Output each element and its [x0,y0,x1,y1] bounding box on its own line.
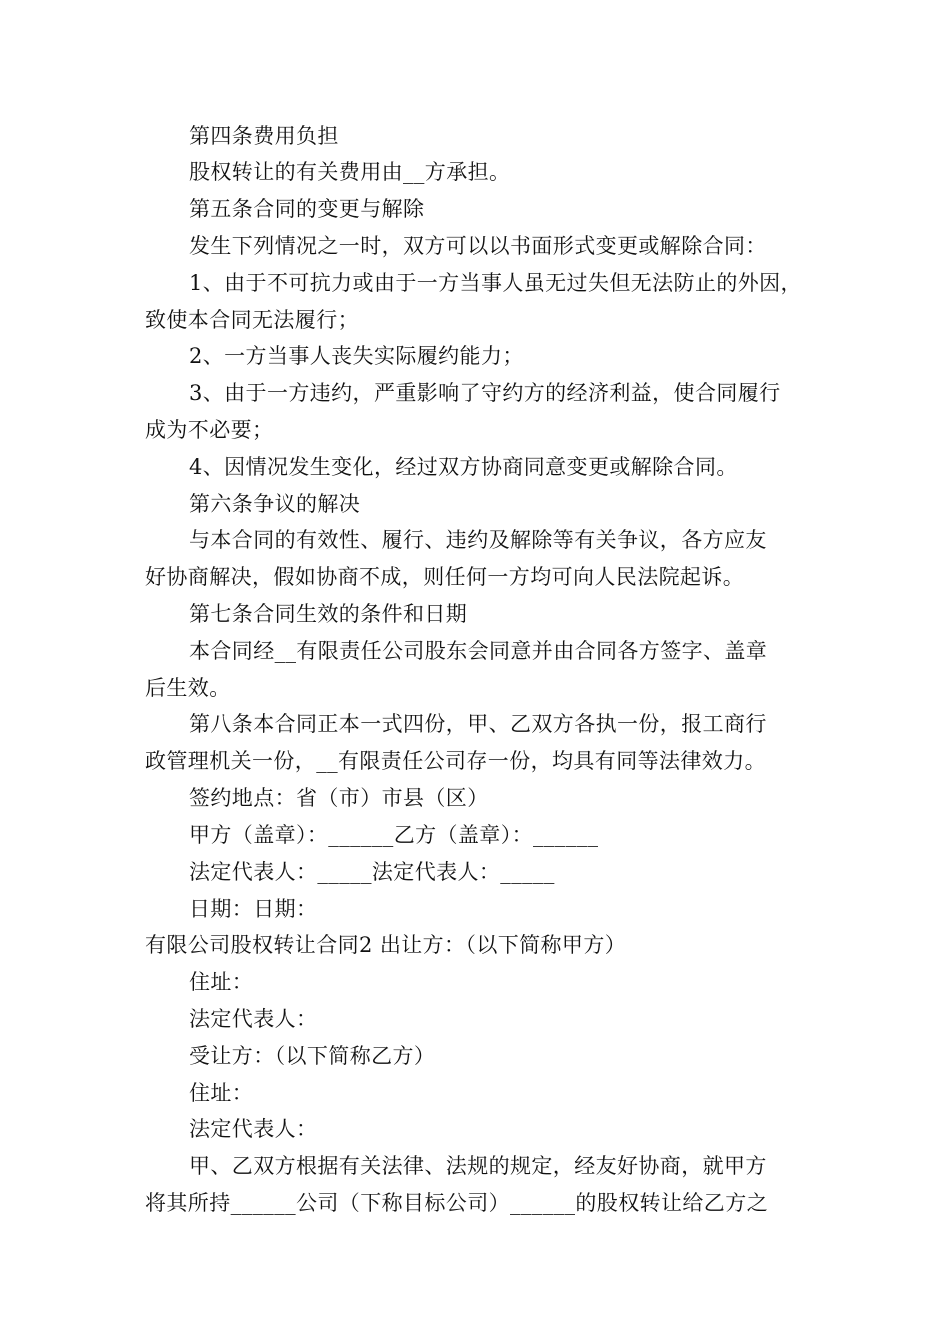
party-b-legal-rep: 法定代表人： [189,1117,318,1141]
article-5-heading: 第五条合同的变更与解除 [189,197,425,221]
party-b-address: 住址： [189,1081,254,1105]
list-item-4: 4、因情况发生变化，经过双方协商同意变更或解除合同。 [189,455,738,479]
list-item-3: 3、由于一方违约，严重影响了守约方的经济利益，使合同履行 [189,381,781,405]
signing-place: 签约地点：省（市）市县（区） [189,786,489,810]
list-item-1-cont: 致使本合同无法履行； [145,308,359,332]
paragraph-line-cont: 好协商解决，假如协商不成，则任何一方均可向人民法院起诉。 [145,565,745,589]
list-item-1: 1、由于不可抗力或由于一方当事人虽无过失但无法防止的外因， [189,271,802,295]
party-seals: 甲方（盖章）：______乙方（盖章）：______ [189,823,599,847]
paragraph-line-cont: 后生效。 [145,676,231,700]
list-item-2: 2、一方当事人丧失实际履约能力； [189,344,524,368]
paragraph-line: 股权转让的有关费用由__方承担。 [189,160,511,184]
list-item-3-cont: 成为不必要； [145,418,274,442]
paragraph-line: 本合同经__有限责任公司股东会同意并由合同各方签字、盖章 [189,639,768,663]
contract-2-title: 有限公司股权转让合同2 出让方：（以下简称甲方） [145,933,627,957]
party-a-legal-rep: 法定代表人： [189,1007,318,1031]
paragraph-line: 与本合同的有效性、履行、违约及解除等有关争议，各方应友 [189,528,767,552]
article-8-line-cont: 政管理机关一份，__有限责任公司存一份，均具有同等法律效力。 [145,749,766,773]
article-7-heading: 第七条合同生效的条件和日期 [189,602,468,626]
legal-representatives: 法定代表人：_____法定代表人：_____ [189,860,555,884]
article-6-heading: 第六条争议的解决 [189,492,361,516]
preamble-line-cont: 将其所持______公司（下称目标公司）______的股权转让给乙方之 [145,1191,768,1215]
party-a-address: 住址： [189,970,254,994]
article-4-heading: 第四条费用负担 [189,124,339,148]
preamble-line: 甲、乙双方根据有关法律、法规的规定，经友好协商，就甲方 [189,1154,767,1178]
transferee: 受让方：（以下简称乙方） [189,1044,436,1068]
dates: 日期：日期： [189,897,318,921]
paragraph-line: 发生下列情况之一时，双方可以以书面形式变更或解除合同： [189,234,767,258]
article-8-line: 第八条本合同正本一式四份，甲、乙双方各执一份，报工商行 [189,712,767,736]
